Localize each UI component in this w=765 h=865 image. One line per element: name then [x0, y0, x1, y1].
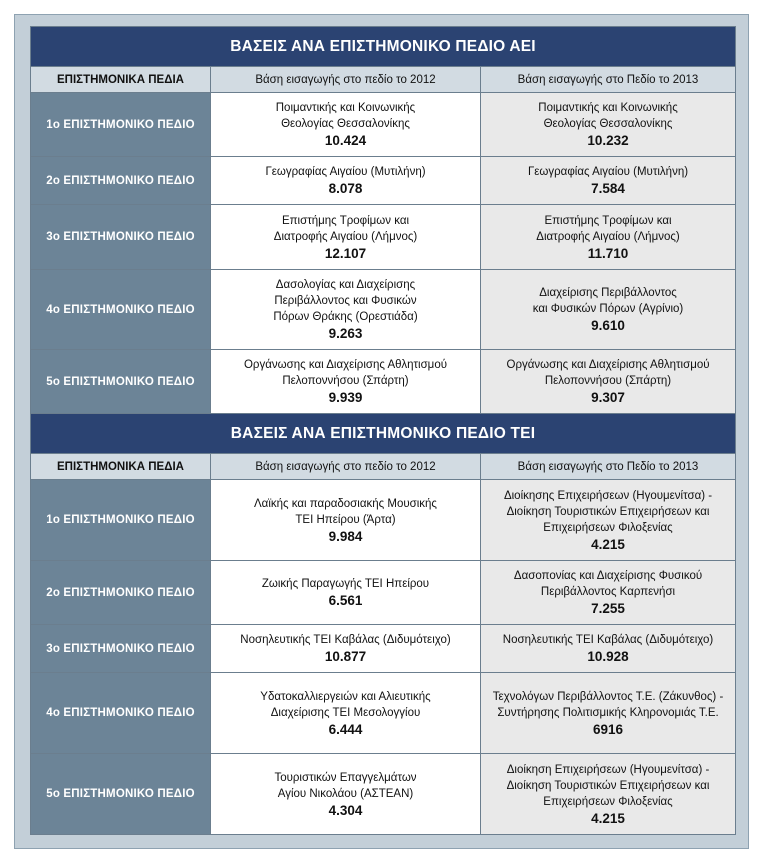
field-label: 2ο ΕΠΙΣΤΗΜΟΝΙΚΟ ΠΕΔΙΟ [31, 157, 211, 205]
cell-2013 [481, 673, 736, 754]
table-row [31, 480, 736, 561]
program-line: Νοσηλευτικής ΤΕΙ Καβάλας (Διδυμότειχο) [502, 634, 714, 646]
program-line: Ποιμαντικής και Κοινωνικής [275, 102, 416, 114]
program-line: Διοίκηση Επιχειρήσεων (Ηγουμενίτσα) - [506, 763, 710, 776]
program-line: Γεωγραφίας Αιγαίου (Μυτιλήνη) [265, 166, 426, 178]
cell-2012 [211, 480, 481, 561]
program-line: Επιχειρήσεων Φιλοξενίας [543, 521, 673, 534]
field-label: 1ο ΕΠΙΣΤΗΜΟΝΙΚΟ ΠΕΔΙΟ [31, 93, 211, 157]
program-line: και Φυσικών Πόρων (Αγρίνιο) [532, 303, 684, 315]
base-score: 10.232 [587, 133, 629, 148]
program-line: ΤΕΙ Ηπείρου (Άρτα) [295, 513, 396, 526]
cell-2013 [481, 480, 736, 561]
program-line: Διαχείρισης Περιβάλλοντος [539, 287, 677, 299]
table-row [31, 270, 736, 350]
aei-section-title: ΒΑΣΕΙΣ ΑΝΑ ΕΠΙΣΤΗΜΟΝΙΚΟ ΠΕΔΙΟ ΑΕΙ [31, 27, 736, 67]
program-line: Νοσηλευτικής ΤΕΙ Καβάλας (Διδυμότειχο) [240, 634, 451, 646]
cell-2013 [481, 625, 736, 673]
cell-2012 [211, 561, 481, 625]
column-header: ΕΠΙΣΤΗΜΟΝΙΚΑ ΠΕΔΙΑ [31, 67, 211, 93]
program-line: Περιβάλλοντος Καρπενήσι [540, 586, 676, 598]
program-line: Υδατοκαλλιεργειών και Αλιευτικής [260, 690, 431, 703]
field-label: 3ο ΕΠΙΣΤΗΜΟΝΙΚΟ ΠΕΔΙΟ [31, 625, 211, 673]
program-line: Δασολογίας και Διαχείρισης [275, 279, 416, 291]
aei-title-row [31, 27, 736, 67]
column-header: Βάση εισαγωγής στο πεδίο το 2012 [211, 67, 481, 93]
tei-title-row [31, 414, 736, 454]
program-line: Συντήρησης Πολιτισμικής Κληρονομιάς Τ.Ε. [497, 706, 719, 719]
program-line: Πόρων Θράκης (Ορεστιάδα) [273, 311, 418, 323]
cell-2012 [211, 270, 481, 350]
base-score: 10.877 [324, 649, 367, 664]
program-line: Ποιμαντικής και Κοινωνικής [538, 102, 678, 114]
cell-2013 [481, 93, 736, 157]
program-line: Ζωικής Παραγωγής ΤΕΙ Ηπείρου [261, 578, 430, 590]
cell-2013 [481, 754, 736, 835]
table-row [31, 673, 736, 754]
tei-section-title: ΒΑΣΕΙΣ ΑΝΑ ΕΠΙΣΤΗΜΟΝΙΚΟ ΠΕΔΙΟ ΤΕΙ [31, 414, 736, 454]
program-line: Λαϊκής και παραδοσιακής Μουσικής [254, 497, 437, 510]
cell-2013 [481, 561, 736, 625]
tables-container [30, 26, 735, 835]
aei-header-row [31, 67, 736, 93]
program-line: Επιχειρήσεων Φιλοξενίας [543, 795, 673, 808]
base-score: 4.215 [591, 810, 625, 826]
program-line: Οργάνωσης και Διαχείρισης Αθλητισμού [243, 359, 447, 371]
scores-table [30, 26, 736, 835]
cell-2013 [481, 205, 736, 270]
program-line: Πελοποννήσου (Σπάρτη) [282, 375, 409, 387]
cell-2012 [211, 93, 481, 157]
program-line: Δασοπονίας και Διαχείρισης Φυσικού [513, 570, 703, 582]
base-score: 9.263 [328, 326, 363, 341]
field-label: 4ο ΕΠΙΣΤΗΜΟΝΙΚΟ ΠΕΔΙΟ [31, 270, 211, 350]
program-line: Τεχνολόγων Περιβάλλοντος Τ.Ε. (Ζάκυνθος) - [492, 690, 724, 703]
field-label: 1ο ΕΠΙΣΤΗΜΟΝΙΚΟ ΠΕΔΙΟ [31, 480, 211, 561]
program-line: Αγίου Νικολάου (ΑΣΤΕΑΝ) [277, 787, 414, 800]
program-line: Διοίκηση Τουριστικών Επιχειρήσεων και [506, 505, 710, 518]
base-score: 7.584 [591, 181, 625, 196]
base-score: 6.561 [328, 593, 363, 608]
program-line: Επιστήμης Τροφίμων και [544, 214, 672, 227]
table-row [31, 561, 736, 625]
program-line: Διατροφής Αιγαίου (Λήμνος) [536, 230, 680, 243]
program-line: Γεωγραφίας Αιγαίου (Μυτιλήνη) [527, 166, 689, 178]
page-frame [14, 14, 749, 849]
program-line: Θεολογίας Θεσσαλονίκης [281, 118, 410, 130]
cell-2012 [211, 754, 481, 835]
base-score: 9.984 [328, 528, 363, 544]
table-row [31, 754, 736, 835]
cell-2013 [481, 350, 736, 414]
base-score: 10.928 [587, 649, 629, 664]
table-row [31, 625, 736, 673]
column-header: Βάση εισαγωγής στο πεδίο το 2012 [211, 454, 481, 480]
table-row [31, 350, 736, 414]
base-score: 6916 [592, 721, 624, 737]
column-header: ΕΠΙΣΤΗΜΟΝΙΚΑ ΠΕΔΙΑ [31, 454, 211, 480]
table-row [31, 157, 736, 205]
cell-2013 [481, 270, 736, 350]
base-score: 4.304 [328, 802, 363, 818]
tei-header-row [31, 454, 736, 480]
base-score: 12.107 [324, 245, 367, 261]
program-line: Διοίκησης Επιχειρήσεων (Ηγουμενίτσα) - [503, 489, 713, 502]
cell-2012 [211, 673, 481, 754]
base-score: 10.424 [324, 133, 367, 148]
base-score: 9.939 [328, 390, 363, 405]
program-line: Περιβάλλοντος και Φυσικών [274, 295, 417, 307]
field-label: 3ο ΕΠΙΣΤΗΜΟΝΙΚΟ ΠΕΔΙΟ [31, 205, 211, 270]
field-label: 4ο ΕΠΙΣΤΗΜΟΝΙΚΟ ΠΕΔΙΟ [31, 673, 211, 754]
cell-2012 [211, 350, 481, 414]
base-score: 9.610 [591, 318, 625, 333]
cell-2012 [211, 157, 481, 205]
program-line: Διοίκηση Τουριστικών Επιχειρήσεων και [506, 779, 710, 792]
field-label: 5ο ΕΠΙΣΤΗΜΟΝΙΚΟ ΠΕΔΙΟ [31, 754, 211, 835]
column-header: Βάση εισαγωγής στο Πεδίο το 2013 [481, 454, 736, 480]
program-line: Επιστήμης Τροφίμων και [281, 214, 410, 227]
program-line: Τουριστικών Επαγγελμάτων [274, 771, 417, 784]
program-line: Θεολογίας Θεσσαλονίκης [543, 118, 673, 130]
base-score: 11.710 [587, 245, 629, 261]
base-score: 7.255 [591, 601, 625, 616]
base-score: 8.078 [328, 181, 363, 196]
program-line: Πελοποννήσου (Σπάρτη) [544, 375, 672, 387]
program-line: Οργάνωσης και Διαχείρισης Αθλητισμού [506, 359, 710, 371]
column-header: Βάση εισαγωγής στο Πεδίο το 2013 [481, 67, 736, 93]
program-line: Διατροφής Αιγαίου (Λήμνος) [273, 230, 418, 243]
cell-2012 [211, 205, 481, 270]
table-row [31, 93, 736, 157]
cell-2012 [211, 625, 481, 673]
program-line: Διαχείρισης ΤΕΙ Μεσολογγίου [270, 706, 421, 719]
base-score: 9.307 [591, 390, 625, 405]
table-row [31, 205, 736, 270]
base-score: 6.444 [328, 721, 363, 737]
cell-2013 [481, 157, 736, 205]
base-score: 4.215 [591, 536, 625, 552]
field-label: 2ο ΕΠΙΣΤΗΜΟΝΙΚΟ ΠΕΔΙΟ [31, 561, 211, 625]
field-label: 5ο ΕΠΙΣΤΗΜΟΝΙΚΟ ΠΕΔΙΟ [31, 350, 211, 414]
